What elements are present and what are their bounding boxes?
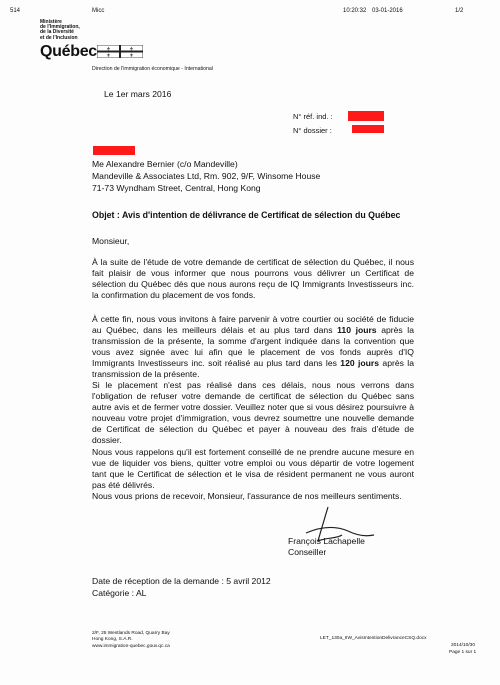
ministry-line: de la Diversité: [40, 29, 74, 36]
footer-address-line: 2/F, 25 Westlands Road, Quarry Bay: [92, 631, 170, 636]
fax-time: 10:20:32: [343, 8, 367, 14]
ref-dossier-label: N° dossier :: [293, 126, 332, 135]
paragraph-4: Nous vous rappelons qu'il est fortement conseillé de ne prendre aucune mesure en vue de liquider vos biens, quitter votre emploi ou vous départir de votre logement tant que le Certificat de sélection et le visa de résident permanent ne vous auront pas été délivrés.: [92, 447, 414, 490]
paragraph-2-text: après la transmission de la présente, la somme d'argent indiquée dans la convention que vous avez signée avec lui afin que le placement de vos fonds auprès d'IQ Immigrants Investisseurs inc. soit réalisé au plus tard dans les: [92, 325, 414, 368]
footer-doc-date: 2014/10/30: [451, 643, 476, 648]
recipient-name: Me Alexandre Bernier (c/o Mandeville): [92, 159, 238, 169]
ministry-line: de l'Immigration,: [40, 24, 80, 31]
signatory-title: Conseiller: [288, 547, 327, 557]
letter-date: Le 1er mars 2016: [104, 89, 172, 99]
footer-address: [92, 631, 170, 650]
svg-text:⚜: ⚜: [106, 46, 111, 53]
fax-sender: Micc: [92, 8, 105, 14]
subject-line: [92, 210, 400, 220]
direction-name: Direction de l'immigration économique - International: [92, 66, 213, 72]
ministry-line: Ministère: [40, 19, 62, 25]
subject-label: Objet :: [92, 210, 120, 220]
paragraph-2-text: après la transmission de la présente.: [92, 358, 414, 379]
quebec-wordmark: Québec: [40, 43, 97, 60]
recipient-address: 71-73 Wyndham Street, Central, Hong Kong: [92, 183, 261, 193]
footer-doc-ref: LET_130a_IIW_AvisIntentionDelivranceCSQ.docx: [320, 636, 427, 641]
footer-address-line: Hong Kong, S.A.R.: [92, 637, 133, 643]
ref-ind-label: N° réf. ind. :: [293, 112, 333, 121]
deadline-110-days: 110 jours: [337, 325, 377, 335]
svg-text:⚜: ⚜: [129, 46, 134, 53]
reception-date: Date de réception de la demande : 5 avril 2012: [92, 576, 271, 586]
paragraph-3: Si le placement n'est pas réalisé dans ces délais, nous nous verrons dans l'obligation de refuser votre demande de certificat de sélection du Québec sans autre avis et de fermer votre dossier. Veuillez noter que si vous désirez poursuivre à nouveau votre projet d'immigration, vous devrez soumettre une nouvelle demande de Certificat de sélection du Québec et payer à nouveau des frais d'étude de dossier.: [92, 380, 414, 445]
ministry-line: et de l'Inclusion: [40, 34, 78, 41]
paragraph-5: Nous vous prions de recevoir, Monsieur, l'assurance de nos meilleurs sentiments.: [92, 491, 402, 501]
fax-page-id: 514: [10, 8, 21, 14]
signatory-name: François Lachapelle: [288, 536, 365, 546]
fleurdelise-flag-icon: [97, 45, 143, 58]
svg-text:⚜: ⚜: [106, 53, 111, 58]
fax-date: 03-01-2016: [372, 8, 403, 14]
redaction-block: [352, 125, 384, 133]
fax-page-count: 1/2: [455, 8, 464, 14]
redaction-block: [93, 146, 135, 155]
redaction-block: [348, 111, 384, 121]
deadline-120-days: 120 jours: [340, 358, 380, 368]
footer-website: www.immigration-quebec.gouv.qc.ca: [92, 643, 170, 649]
svg-text:⚜: ⚜: [129, 53, 134, 58]
salutation: Monsieur,: [92, 236, 130, 246]
footer-page-number: Page 1 sur 1: [449, 650, 477, 655]
subject-text: Avis d'intention de délivrance de Certificat de sélection du Québec: [121, 210, 401, 220]
reception-category: Catégorie : AL: [92, 588, 147, 598]
paragraph-2: [92, 314, 414, 380]
recipient-firm: Mandeville & Associates Ltd, Rm. 902, 9/F, Winsome House: [92, 171, 321, 181]
paragraph-1: À la suite de l'étude de votre demande de certificat de sélection du Québec, il nous fait plaisir de vous informer que nous pourrons vous délivrer un Certificat de sélection du Québec dès que nous aurons reçu de IQ Immigrants Investisseurs inc. la confirmation du placement de vos fonds.: [92, 257, 414, 300]
paragraph-2-text: À cette fin, nous vous invitons à faire parvenir à votre courtier ou société de fiducie au Québec, dans les meilleurs délais et au plus tard dans: [92, 314, 414, 335]
